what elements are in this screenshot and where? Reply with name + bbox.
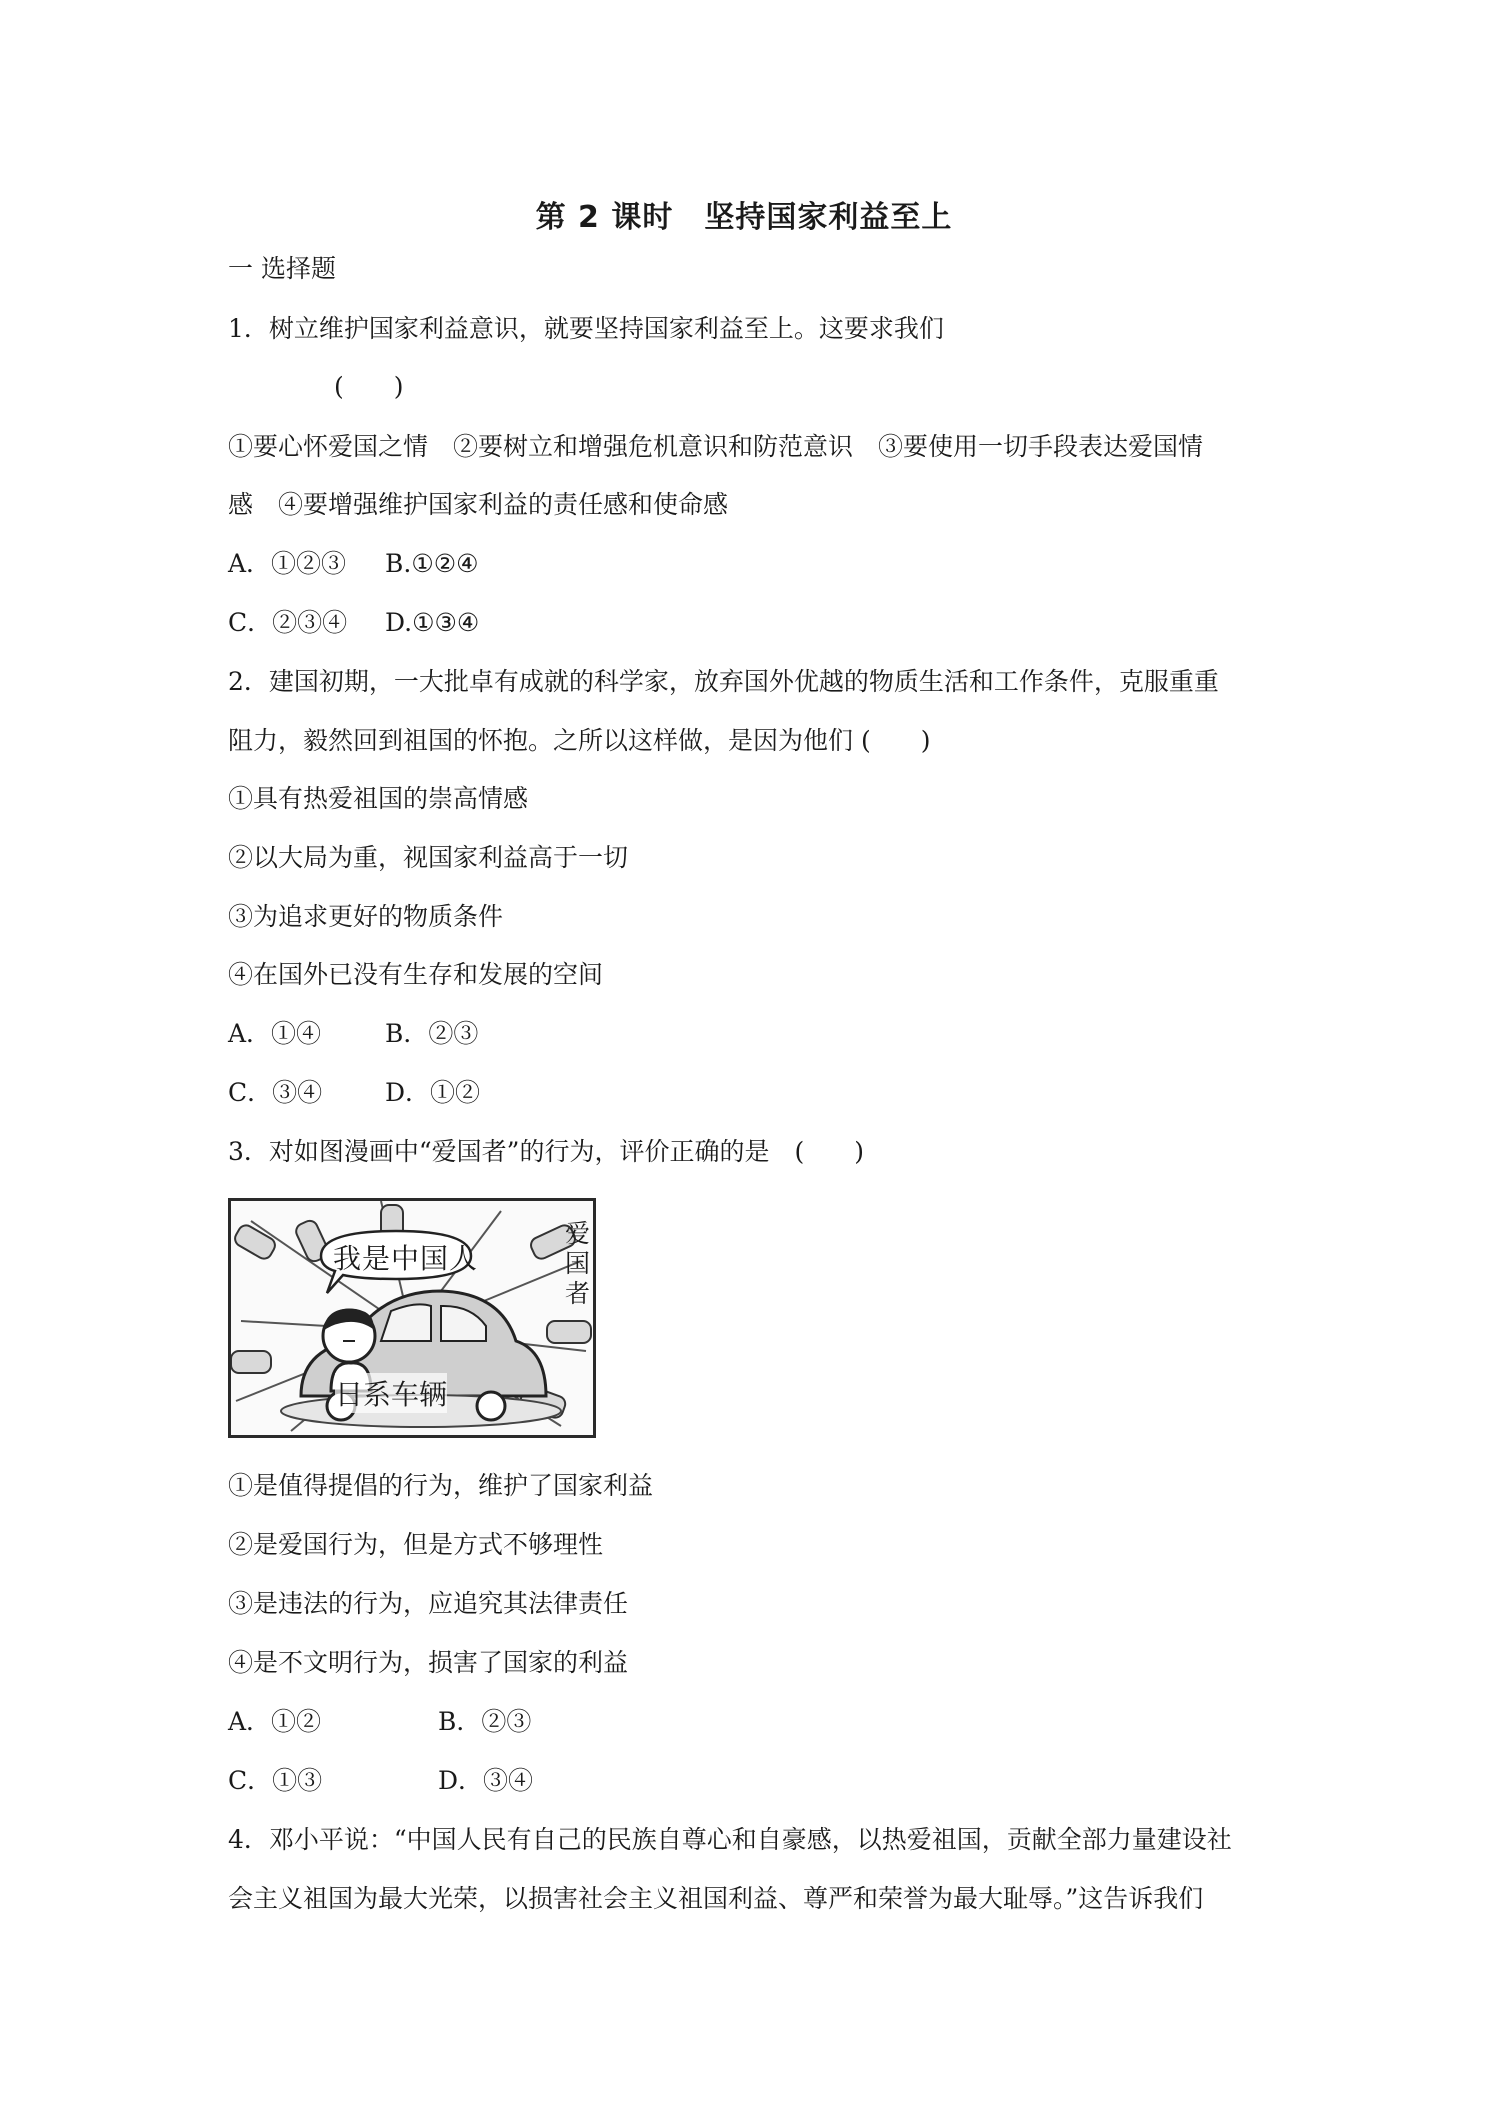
q2-choice-4: ④在国外已没有生存和发展的空间 xyxy=(228,960,604,989)
q3-option-b: B．②③ xyxy=(438,1707,532,1736)
q3-cartoon xyxy=(228,1198,596,1438)
q3-option-a: A．①② xyxy=(228,1707,322,1736)
q1-option-c: C．②③④ xyxy=(228,608,348,637)
q3-choice-3: ③是违法的行为，应追究其法律责任 xyxy=(228,1589,629,1618)
q2-choice-2: ②以大局为重，视国家利益高于一切 xyxy=(228,843,629,872)
q3-options-row1 xyxy=(228,1705,532,1739)
cartoon-speech-text: 我是中国人 xyxy=(333,1242,479,1275)
q2-choice-1: ①具有热爱祖国的崇高情感 xyxy=(228,784,529,813)
q2-choice-3: ③为追求更好的物质条件 xyxy=(228,902,504,931)
q1-answer-blank: ( ) xyxy=(334,372,404,401)
q4-stem-line1: 4．邓小平说：“中国人民有自己的民族自尊心和自豪感，以热爱祖国，贡献全部力量建设社 xyxy=(228,1825,1232,1854)
q2-option-d: D．①② xyxy=(385,1078,481,1107)
q1-choices-line2: 感 ④要增强维护国家利益的责任感和使命感 xyxy=(228,490,729,519)
q1-options-row1 xyxy=(228,547,479,581)
page-title: 第 2 课时 坚持国家利益至上 xyxy=(535,200,953,235)
q3-choice-1: ①是值得提倡的行为，维护了国家利益 xyxy=(228,1471,654,1500)
cartoon-side-label: 爱国者 xyxy=(565,1219,591,1308)
q2-stem-line1: 2．建国初期，一大批卓有成就的科学家，放弃国外优越的物质生活和工作条件，克服重重 xyxy=(228,667,1219,696)
q2-options-row2 xyxy=(228,1076,481,1110)
q3-option-d: D．③④ xyxy=(438,1766,534,1795)
section-heading: 一 选择题 xyxy=(228,254,336,283)
q2-option-a: A．①④ xyxy=(228,1019,322,1048)
q1-option-d: D.①③④ xyxy=(385,608,480,637)
q3-stem: 3．对如图漫画中“爱国者”的行为，评价正确的是 ( ) xyxy=(228,1137,864,1166)
q2-option-c: C．③④ xyxy=(228,1078,323,1107)
q3-option-c: C．①③ xyxy=(228,1766,323,1795)
cartoon-car-label: 日系车辆 xyxy=(335,1373,447,1413)
q1-options-row2 xyxy=(228,606,480,640)
q3-choice-2: ②是爱国行为，但是方式不够理性 xyxy=(228,1530,604,1559)
q1-option-a: A．①②③ xyxy=(228,549,347,578)
q4-stem-line2: 会主义祖国为最大光荣，以损害社会主义祖国利益、尊严和荣誉为最大耻辱。”这告诉我们 xyxy=(228,1884,1204,1913)
q1-stem: 1．树立维护国家利益意识，就要坚持国家利益至上。这要求我们 xyxy=(228,314,944,343)
q1-choices-line1: ①要心怀爱国之情 ②要树立和增强危机意识和防范意识 ③要使用一切手段表达爱国情 xyxy=(228,432,1204,461)
q3-options-row2 xyxy=(228,1764,534,1798)
q2-option-b: B．②③ xyxy=(385,1019,479,1048)
q2-stem-line2: 阻力，毅然回到祖国的怀抱。之所以这样做，是因为他们 ( ) xyxy=(228,726,931,755)
q2-options-row1 xyxy=(228,1017,479,1051)
q3-choice-4: ④是不文明行为，损害了国家的利益 xyxy=(228,1648,629,1677)
q1-option-b: B.①②④ xyxy=(385,549,479,578)
